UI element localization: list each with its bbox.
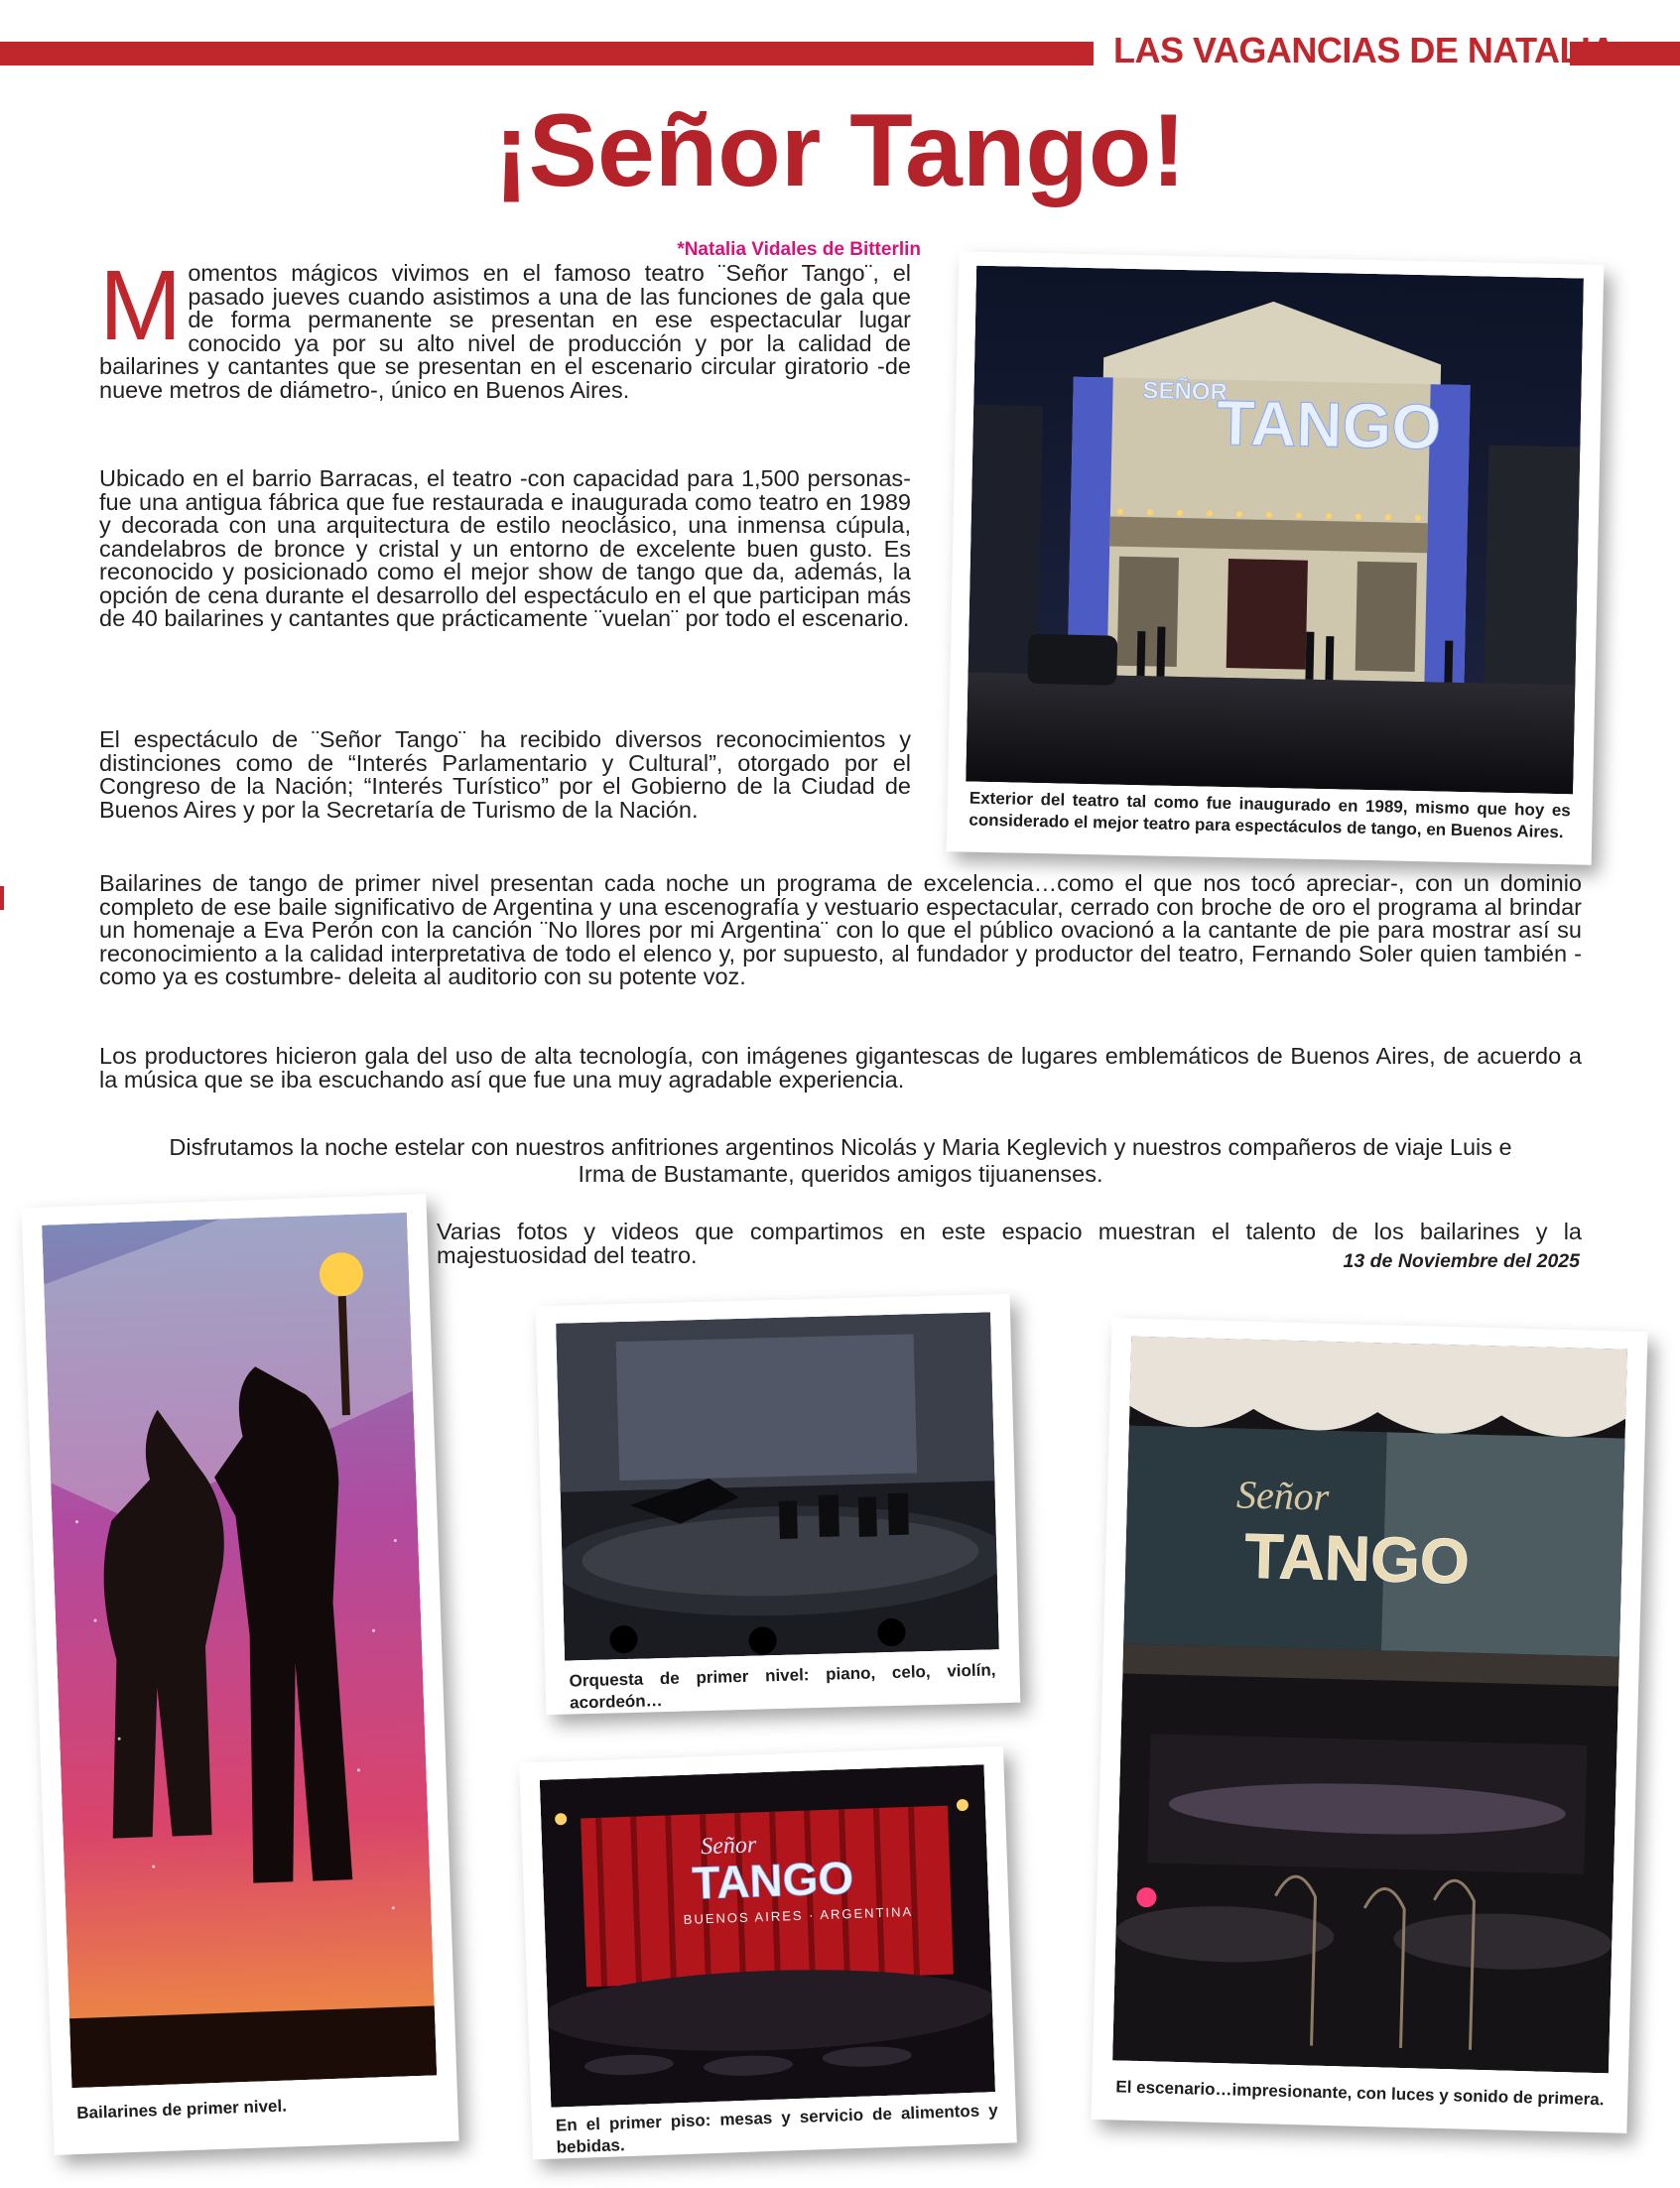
paragraph-5: Los productores hicieron gala del uso de alta tecnología, con imágenes gigantescas de lugares emblemáticos de Buenos Aires, de acuerdo a la música que se iba escuchando así que fue una muy agradable experiencia. [99, 1043, 1582, 1093]
first-floor-sign-top: Señor [700, 1832, 757, 1861]
paragraph-3: El espectáculo de ¨Señor Tango¨ ha recibido diversos reconocimientos y distinciones como de “Interés Parlamentario y Cultural”, otorgado por el Congreso de la Nación; “Interés Turístico” por el Gobierno de la Ciudad de Buenos Aires y por la Secretaría de Turismo de la Nación. [99, 726, 911, 823]
first-floor-illustration [540, 1764, 995, 2107]
exterior-sign-main: TANGO [1216, 386, 1442, 463]
stage-photo-frame [1092, 1318, 1648, 2133]
section-title: LAS VAGANCIAS DE NATALIA [1113, 30, 1615, 70]
exterior-illustration [966, 266, 1584, 795]
paragraph-4: Bailarines de tango de primer nivel presentan cada noche un programa de excelencia…como el que nos tocó apreciar-, con un dominio completo de ese baile significativo de Argentina y una escenografía y vestuario espectacular, cerrado con broche de oro el programa al brindar un homenaje a Eva Perón con la canción ¨No llores por mi Argentina¨ con lo que el público ovacionó a la cantante de pie para mostrar así su reconocimiento a la calidad interpretativa de todo el elenco y, por supuesto, al fundador y productor del teatro, Fernando Soler quien también -como ya es costumbre- deleita al auditorio con su potente voz. [99, 870, 1582, 989]
edge-mark [0, 886, 4, 910]
stage-caption: El escenario…impresionante, con luces y sonido de primera. [1115, 2077, 1605, 2110]
dancers-illustration [42, 1213, 437, 2088]
stage-sign-top: Señor [1235, 1472, 1330, 1519]
dancers-caption: Bailarines de primer nivel. [75, 2096, 288, 2124]
paragraph-6-line-1: Disfrutamos la noche estelar con nuestros anfitriones argentinos Nicolás y Maria Keglevich y nuestros compañeros de viaje Luis e [169, 1134, 1512, 1160]
byline: *Natalia Vidales de Bitterlin [677, 239, 921, 260]
paragraph-7: Varias fotos y videos que compartimos en este espacio muestran el talento de los bailarines y la majestuosidad del teatro. [437, 1219, 1582, 1268]
paragraph-2: Ubicado en el barrio Barracas, el teatro -con capacidad para 1,500 personas- fue una antigua fábrica que fue restaurada e inaugurada como teatro en 1989 y decorada con una arquitectura de estilo neoclásico, una inmensa cúpula, candelabros de bronce y cristal y un entorno de excelente buen gusto. Es reconocido y posicionado como el mejor show de tango que da, además, la opción de cena durante el desarrollo del espectáculo en el que participan más de 40 bailarines y cantantes que prácticamente ¨vuelan¨ por todo el escenario. [99, 465, 911, 631]
header-rule-left [0, 42, 1094, 65]
first-floor-photo-frame [519, 1746, 1017, 2160]
exterior-caption: Exterior del teatro tal como fue inaugurado en 1989, mismo que hoy es considerado el mejor teatro para espectáculos de tango, en Buenos Aires. [969, 788, 1571, 842]
exterior-photo [966, 266, 1584, 795]
paragraph-1 [99, 250, 911, 403]
orchestra-caption: Orquesta de primer nivel: piano, celo, violín, acordeón… [569, 1660, 996, 1713]
dancers-photo [42, 1213, 437, 2088]
stage-sign-main: TANGO [1243, 1519, 1471, 1598]
exterior-photo-frame [947, 251, 1605, 864]
stage-illustration [1112, 1337, 1627, 2074]
drop-cap: M [99, 250, 183, 361]
first-floor-sign-sub: BUENOS AIRES · ARGENTINA [683, 1903, 914, 1927]
stage-photo [1112, 1337, 1627, 2074]
first-floor-caption: En el primer piso: mesas y servicio de alimentos y bebidas. [555, 2101, 999, 2157]
first-floor-sign-main: TANGO [691, 1851, 854, 1909]
paragraph-1-text: omentos mágicos vivimos en el famoso teatro ¨Señor Tango¨, el pasado jueves cuando asistimos a una de las funciones de gala que de forma permanente se presentan en ese espectacular lugar conocido ya por su alto nivel de producción y por la calidad de bailarines y cantantes que se presentan en el escenario circular giratorio -de nueve metros de diámetro-, único en Buenos Aires. [99, 260, 911, 403]
article-date: 13 de Noviembre del 2025 [1343, 1250, 1580, 1272]
dancers-photo-frame [21, 1194, 458, 2155]
orchestra-illustration [556, 1312, 999, 1660]
exterior-sign-top: SEÑOR [1142, 377, 1228, 406]
paragraph-6-line-2: Irma de Bustamante, queridos amigos tijuanenses. [578, 1161, 1103, 1187]
article-title: ¡Señor Tango! [493, 93, 1187, 208]
orchestra-photo [556, 1312, 999, 1660]
first-floor-photo [540, 1764, 995, 2107]
orchestra-photo-frame [536, 1294, 1021, 1715]
